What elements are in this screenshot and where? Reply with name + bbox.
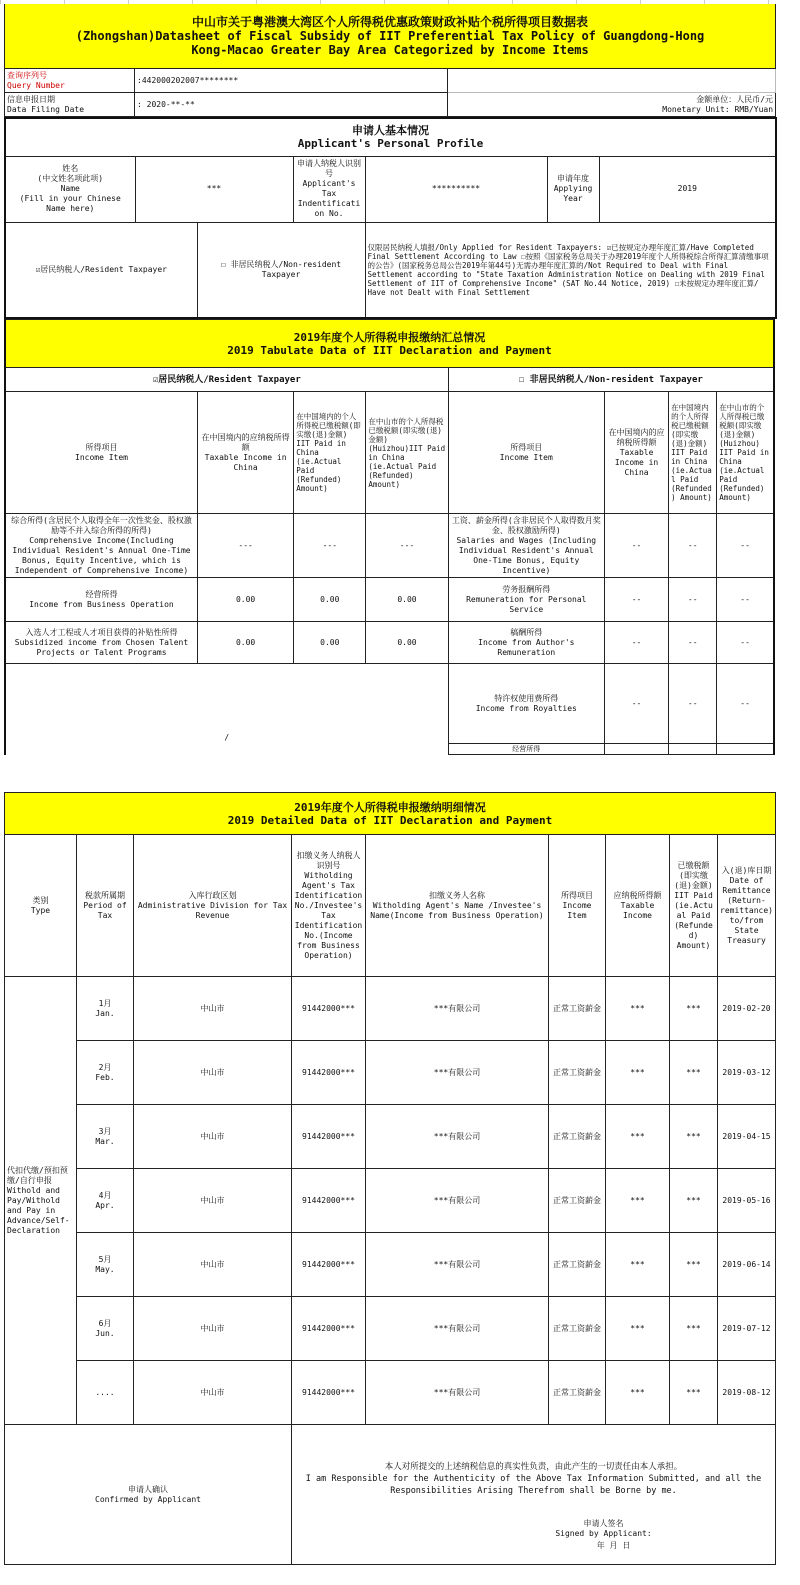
nr-col-paid-china: 在中国境内的个人所得税已缴税额(即实缴(退)金额) IIT Paid in China (ie.Actual Paid (Refunded) Amount): [669, 392, 717, 514]
taxable: ***: [606, 1041, 670, 1105]
table-row: [5, 1041, 776, 1105]
nonresident-header: ☐ 非居民纳税人/Non-resident Taxpayer: [448, 368, 774, 392]
title-cell: [5, 4, 776, 69]
division: 中山市: [134, 1361, 292, 1425]
col-paid-china: 在中国境内的个人所得税已缴税额(即实缴(退)金额) IIT Paid in China (ie.Actual Paid (Refunded) Amount): [294, 392, 366, 514]
detail-section-cn: 2019年度个人所得税申报缴纳明细情况: [294, 800, 486, 814]
filing-label-cn: 信息申报日期: [7, 94, 55, 104]
paid: ***: [670, 1233, 718, 1297]
nr-row-paid-zhongshan: --: [717, 578, 774, 622]
agent-id: 91442000***: [292, 1361, 366, 1425]
title-en-2: Kong-Macao Greater Bay Area Categorized by Income Items: [191, 43, 589, 57]
paid: ***: [670, 1169, 718, 1233]
agent-name: ***有限公司: [366, 977, 549, 1041]
col-paid-zhongshan: 在中山市的个人所得税已缴税额(即实缴(退)金额) (Huizhou)IIT Paid in China (ie.Actual Paid (Refunded) Amount): [366, 392, 448, 514]
nr-row-paid-china: --: [669, 664, 717, 744]
nr-row-taxable: --: [604, 578, 668, 622]
agent-id: 91442000***: [292, 1105, 366, 1169]
title-cn: 中山市关于粤港澳大湾区个人所得税优惠政策财政补贴个税所得项目数据表: [192, 15, 589, 29]
period: 5月 May.: [77, 1233, 134, 1297]
nr-col-income-item: 所得项目 Income Item: [448, 392, 604, 514]
table-row: [5, 1233, 776, 1297]
nr-row-paid-zhongshan: --: [717, 622, 774, 664]
row-paid-china: 0.00: [294, 622, 366, 664]
row-income-item: 综合所得(含居民个人取得全年一次性奖金、股权激励等不并入综合所得的所得) Comprehensive Income(Including Individual Resident's Annual One-Time Bonus, Equity Incentive, which is Independent of Comprehensive Income): [5, 514, 197, 578]
summary-section-cn: 2019年度个人所得税申报缴纳汇总情况: [293, 330, 486, 344]
taxable: ***: [606, 977, 670, 1041]
agent-name: ***有限公司: [366, 1169, 549, 1233]
table-row: [5, 514, 774, 578]
col-taxable-income: 应纳税所得额 Taxable Income: [606, 835, 670, 977]
signature-date[interactable]: 年 月 日: [596, 1541, 631, 1550]
row-taxable: ---: [197, 514, 293, 578]
query-value: :442000202007********: [135, 69, 448, 93]
detail-table: [4, 792, 776, 1565]
resident-header: ☑居民纳税人/Resident Taxpayer: [5, 368, 448, 392]
paid: ***: [670, 1105, 718, 1169]
agent-name: ***有限公司: [366, 1105, 549, 1169]
division: 中山市: [134, 1105, 292, 1169]
year-value: 2019: [599, 156, 776, 222]
summary-section-en: 2019 Tabulate Data of IIT Declaration and Payment: [227, 343, 552, 357]
col-period: 税款所属期 Period of Tax: [77, 835, 134, 977]
paid: ***: [670, 1361, 718, 1425]
date: 2019-03-12: [718, 1041, 776, 1105]
col-division: 入库行政区划 Administrative Division for Tax Revenue: [134, 835, 292, 977]
nr-col-taxable-income: 在中国境内的应纳税所得额 Taxable Income in China: [604, 392, 668, 514]
tin-label: 申请人纳税人识别号 Applicant's Tax Indentification No.: [293, 156, 365, 222]
col-iit-paid: 已缴税额(即实缴(退)金额) IIT Paid (ie.Actual Paid (Refunded) Amount): [670, 835, 718, 977]
income-item: 正常工资薪金: [549, 1297, 606, 1361]
division: 中山市: [134, 1233, 292, 1297]
detail-section-en: 2019 Detailed Data of IIT Declaration and Payment: [227, 813, 553, 827]
filing-label: [5, 93, 135, 117]
nr-row-income-item: 稿酬所得 Income from Author's Remuneration: [448, 622, 604, 664]
col-remittance-date: 入(退)库日期 Date of Remittance (Return-remittance)to/from State Treasury: [718, 835, 776, 977]
agent-name: ***有限公司: [366, 1041, 549, 1105]
table-row: [5, 1169, 776, 1233]
income-item: 正常工资薪金: [549, 1105, 606, 1169]
agent-id: 91442000***: [292, 1297, 366, 1361]
nr-row-income-item: 劳务报酬所得 Remuneration for Personal Service: [448, 578, 604, 622]
resident-cut-cell: [5, 744, 448, 755]
summary-table: [4, 319, 775, 755]
period: 3月 Mar.: [77, 1105, 134, 1169]
col-agent-id: 扣缴义务人纳税人识别号 Witholding Agent's Tax Identification No./Investee's Tax Identification No.(Income from Business Operation): [292, 835, 366, 977]
date: 2019-04-15: [718, 1105, 776, 1169]
col-agent-name: 扣缴义务人名称 Witholding Agent's Name /Investee's Name(Income from Business Operation): [366, 835, 549, 977]
type-value: 代扣代缴/预扣预缴/自行申报 Withold and Pay/Withold and Pay in Advance/Self-Declaration: [5, 977, 77, 1425]
agent-id: 91442000***: [292, 1233, 366, 1297]
nr-cut-empty: [669, 744, 717, 755]
nr-row-paid-china: --: [669, 514, 717, 578]
tin-value: **********: [365, 156, 547, 222]
title-en-1: (Zhongshan)Datasheet of Fiscal Subsidy of IIT Preferential Tax Policy of Guangdong-Hong: [75, 29, 705, 43]
nr-row-income-item: 特许权使用费所得 Income from Royalties: [448, 664, 604, 744]
period: 1月 Jan.: [77, 977, 134, 1041]
name-value: ***: [135, 156, 293, 222]
taxable: ***: [606, 1169, 670, 1233]
profile-table: [4, 117, 777, 319]
nr-cut-row: 经营所得: [448, 744, 604, 755]
table-row: [5, 622, 774, 664]
income-item: 正常工资薪金: [549, 1169, 606, 1233]
date: 2019-07-12: [718, 1297, 776, 1361]
filing-value: : 2020-**-**: [135, 93, 448, 117]
agent-name: ***有限公司: [366, 1233, 549, 1297]
nr-row-paid-zhongshan: --: [717, 664, 774, 744]
unit-en: Monetary Unit: RMB/Yuan: [662, 104, 774, 114]
taxable: ***: [606, 1105, 670, 1169]
name-label: 姓名 (中文姓名项此项) Name (Fill in your Chinese Name here): [5, 156, 135, 222]
col-income-item: 所得项目 Income Item: [5, 392, 197, 514]
nr-cut-empty: [604, 744, 668, 755]
date: 2019-06-14: [718, 1233, 776, 1297]
unit-cn: 金额单位：人民币/元: [696, 94, 774, 104]
stray-mark: /: [224, 732, 230, 742]
nr-row-income-item: 工资、薪金所得(含非居民个人取得数月奖金、股权激励所得) Salaries and Wages (Including Individual Resident's Annual One-Time Bonus, Equity Incentive): [448, 514, 604, 578]
resident-blank-area: [5, 664, 448, 744]
taxable: ***: [606, 1233, 670, 1297]
table-row: [5, 977, 776, 1041]
row-paid-zhongshan: 0.00: [366, 578, 448, 622]
query-label-cn: 查询序列号: [7, 70, 47, 80]
signed-label[interactable]: 申请人签名 Signed by Applicant:: [555, 1519, 652, 1538]
col-income-item: 所得项目 Income Item: [549, 835, 606, 977]
income-item: 正常工资薪金: [549, 977, 606, 1041]
division: 中山市: [134, 1169, 292, 1233]
income-item: 正常工资薪金: [549, 1361, 606, 1425]
date: 2019-08-12: [718, 1361, 776, 1425]
division: 中山市: [134, 1297, 292, 1361]
monetary-unit: [448, 93, 776, 117]
paid: ***: [670, 977, 718, 1041]
summary-sheet: [4, 4, 775, 767]
table-row: [5, 1361, 776, 1425]
division: 中山市: [134, 1041, 292, 1105]
table-row: [5, 578, 774, 622]
period: 4月 Apr.: [77, 1169, 134, 1233]
profile-section-en: Applicant's Personal Profile: [297, 137, 484, 151]
row-paid-china: 0.00: [294, 578, 366, 622]
confirmed-label: 申请人确认 Confirmed by Applicant: [5, 1425, 292, 1565]
col-taxable-income: 在中国境内的应纳税所得额 Taxable Income in China: [197, 392, 293, 514]
row-taxable: 0.00: [197, 622, 293, 664]
paid: ***: [670, 1041, 718, 1105]
detail-sheet: [4, 792, 775, 1570]
period: 6月 Jun.: [77, 1297, 134, 1361]
agent-id: 91442000***: [292, 977, 366, 1041]
agent-name: ***有限公司: [366, 1297, 549, 1361]
paid: ***: [670, 1297, 718, 1361]
income-item: 正常工资薪金: [549, 1233, 606, 1297]
profile-section-title: [5, 118, 776, 156]
agent-id: 91442000***: [292, 1041, 366, 1105]
taxable: ***: [606, 1361, 670, 1425]
profile-section-cn: 申请人基本情况: [352, 124, 430, 138]
row-paid-zhongshan: 0.00: [366, 622, 448, 664]
table-row: [5, 1297, 776, 1361]
row-paid-china: ---: [294, 514, 366, 578]
agent-id: 91442000***: [292, 1169, 366, 1233]
period: 2月 Feb.: [77, 1041, 134, 1105]
nr-row-paid-china: --: [669, 578, 717, 622]
nr-row-taxable: --: [604, 664, 668, 744]
table-row: [5, 664, 774, 744]
query-empty: [448, 69, 776, 93]
row-income-item: 经营所得 Income from Business Operation: [5, 578, 197, 622]
income-item: 正常工资薪金: [549, 1041, 606, 1105]
nr-row-paid-zhongshan: --: [717, 514, 774, 578]
settlement-note: 仅限居民纳税人填报/Only Applied for Resident Taxpayers: ☑已按规定办理年度汇算/Have Completed Final Settlement According to Law ☐按照《国家税务总局关于办理2019年度个人所得税综合所得汇算清缴事项的公告》(国家税务总局公告2019年第44号)无需办理年度汇算的/Not Required to Deal with Final Settlement according to "State Taxation Administration Notice on Dealing with 2019 Final Settlement of IIT of Comprehensive Income" (SAT No.44 Notice, 2019) ☐未按规定办理年度汇算/ Have not Dealt with Final Settlement: [365, 222, 776, 318]
nr-row-taxable: --: [604, 514, 668, 578]
period: ....: [77, 1361, 134, 1425]
row-income-item: 入选人才工程或人才项目获得的补贴性所得 Subsidized income from Chosen Talent Projects or Talent Programs: [5, 622, 197, 664]
agent-name: ***有限公司: [366, 1361, 549, 1425]
declaration-cell: [292, 1425, 776, 1565]
nr-cut-empty: [717, 744, 774, 755]
query-label: [5, 69, 135, 93]
taxable: ***: [606, 1297, 670, 1361]
division: 中山市: [134, 977, 292, 1041]
year-label: 申请年度 Applying Year: [547, 156, 599, 222]
detail-section-title: [5, 793, 776, 835]
nr-row-paid-china: --: [669, 622, 717, 664]
col-type: 类别 Type: [5, 835, 77, 977]
query-label-en: Query Number: [7, 80, 65, 90]
nr-col-paid-zhongshan: 在中山市的个人所得税已缴税额(即实缴(退)金额) (Huizhou) IIT Paid in China (ie.Actual Paid (Refunded) Amount): [717, 392, 774, 514]
row-paid-zhongshan: ---: [366, 514, 448, 578]
date: 2019-05-16: [718, 1169, 776, 1233]
nr-row-taxable: --: [604, 622, 668, 664]
filing-label-en: Data Filing Date: [7, 104, 85, 114]
resident-checkbox[interactable]: ☑居民纳税人/Resident Taxpayer: [5, 222, 197, 318]
row-taxable: 0.00: [197, 578, 293, 622]
header-table: [4, 4, 776, 117]
date: 2019-02-20: [718, 977, 776, 1041]
nonresident-checkbox[interactable]: ☐ 非居民纳税人/Non-resident Taxpayer: [197, 222, 365, 318]
declaration-text: 本人对所提交的上述纳税信息的真实性负责，由此产生的一切责任由本人承担。 I am Responsible for the Authenticity of the Above Tax Information Submitted, and all the Responsibilities Arising Therefrom shall be Borne by me.: [305, 1462, 762, 1496]
table-row: [5, 1105, 776, 1169]
summary-section-title: [5, 320, 774, 368]
